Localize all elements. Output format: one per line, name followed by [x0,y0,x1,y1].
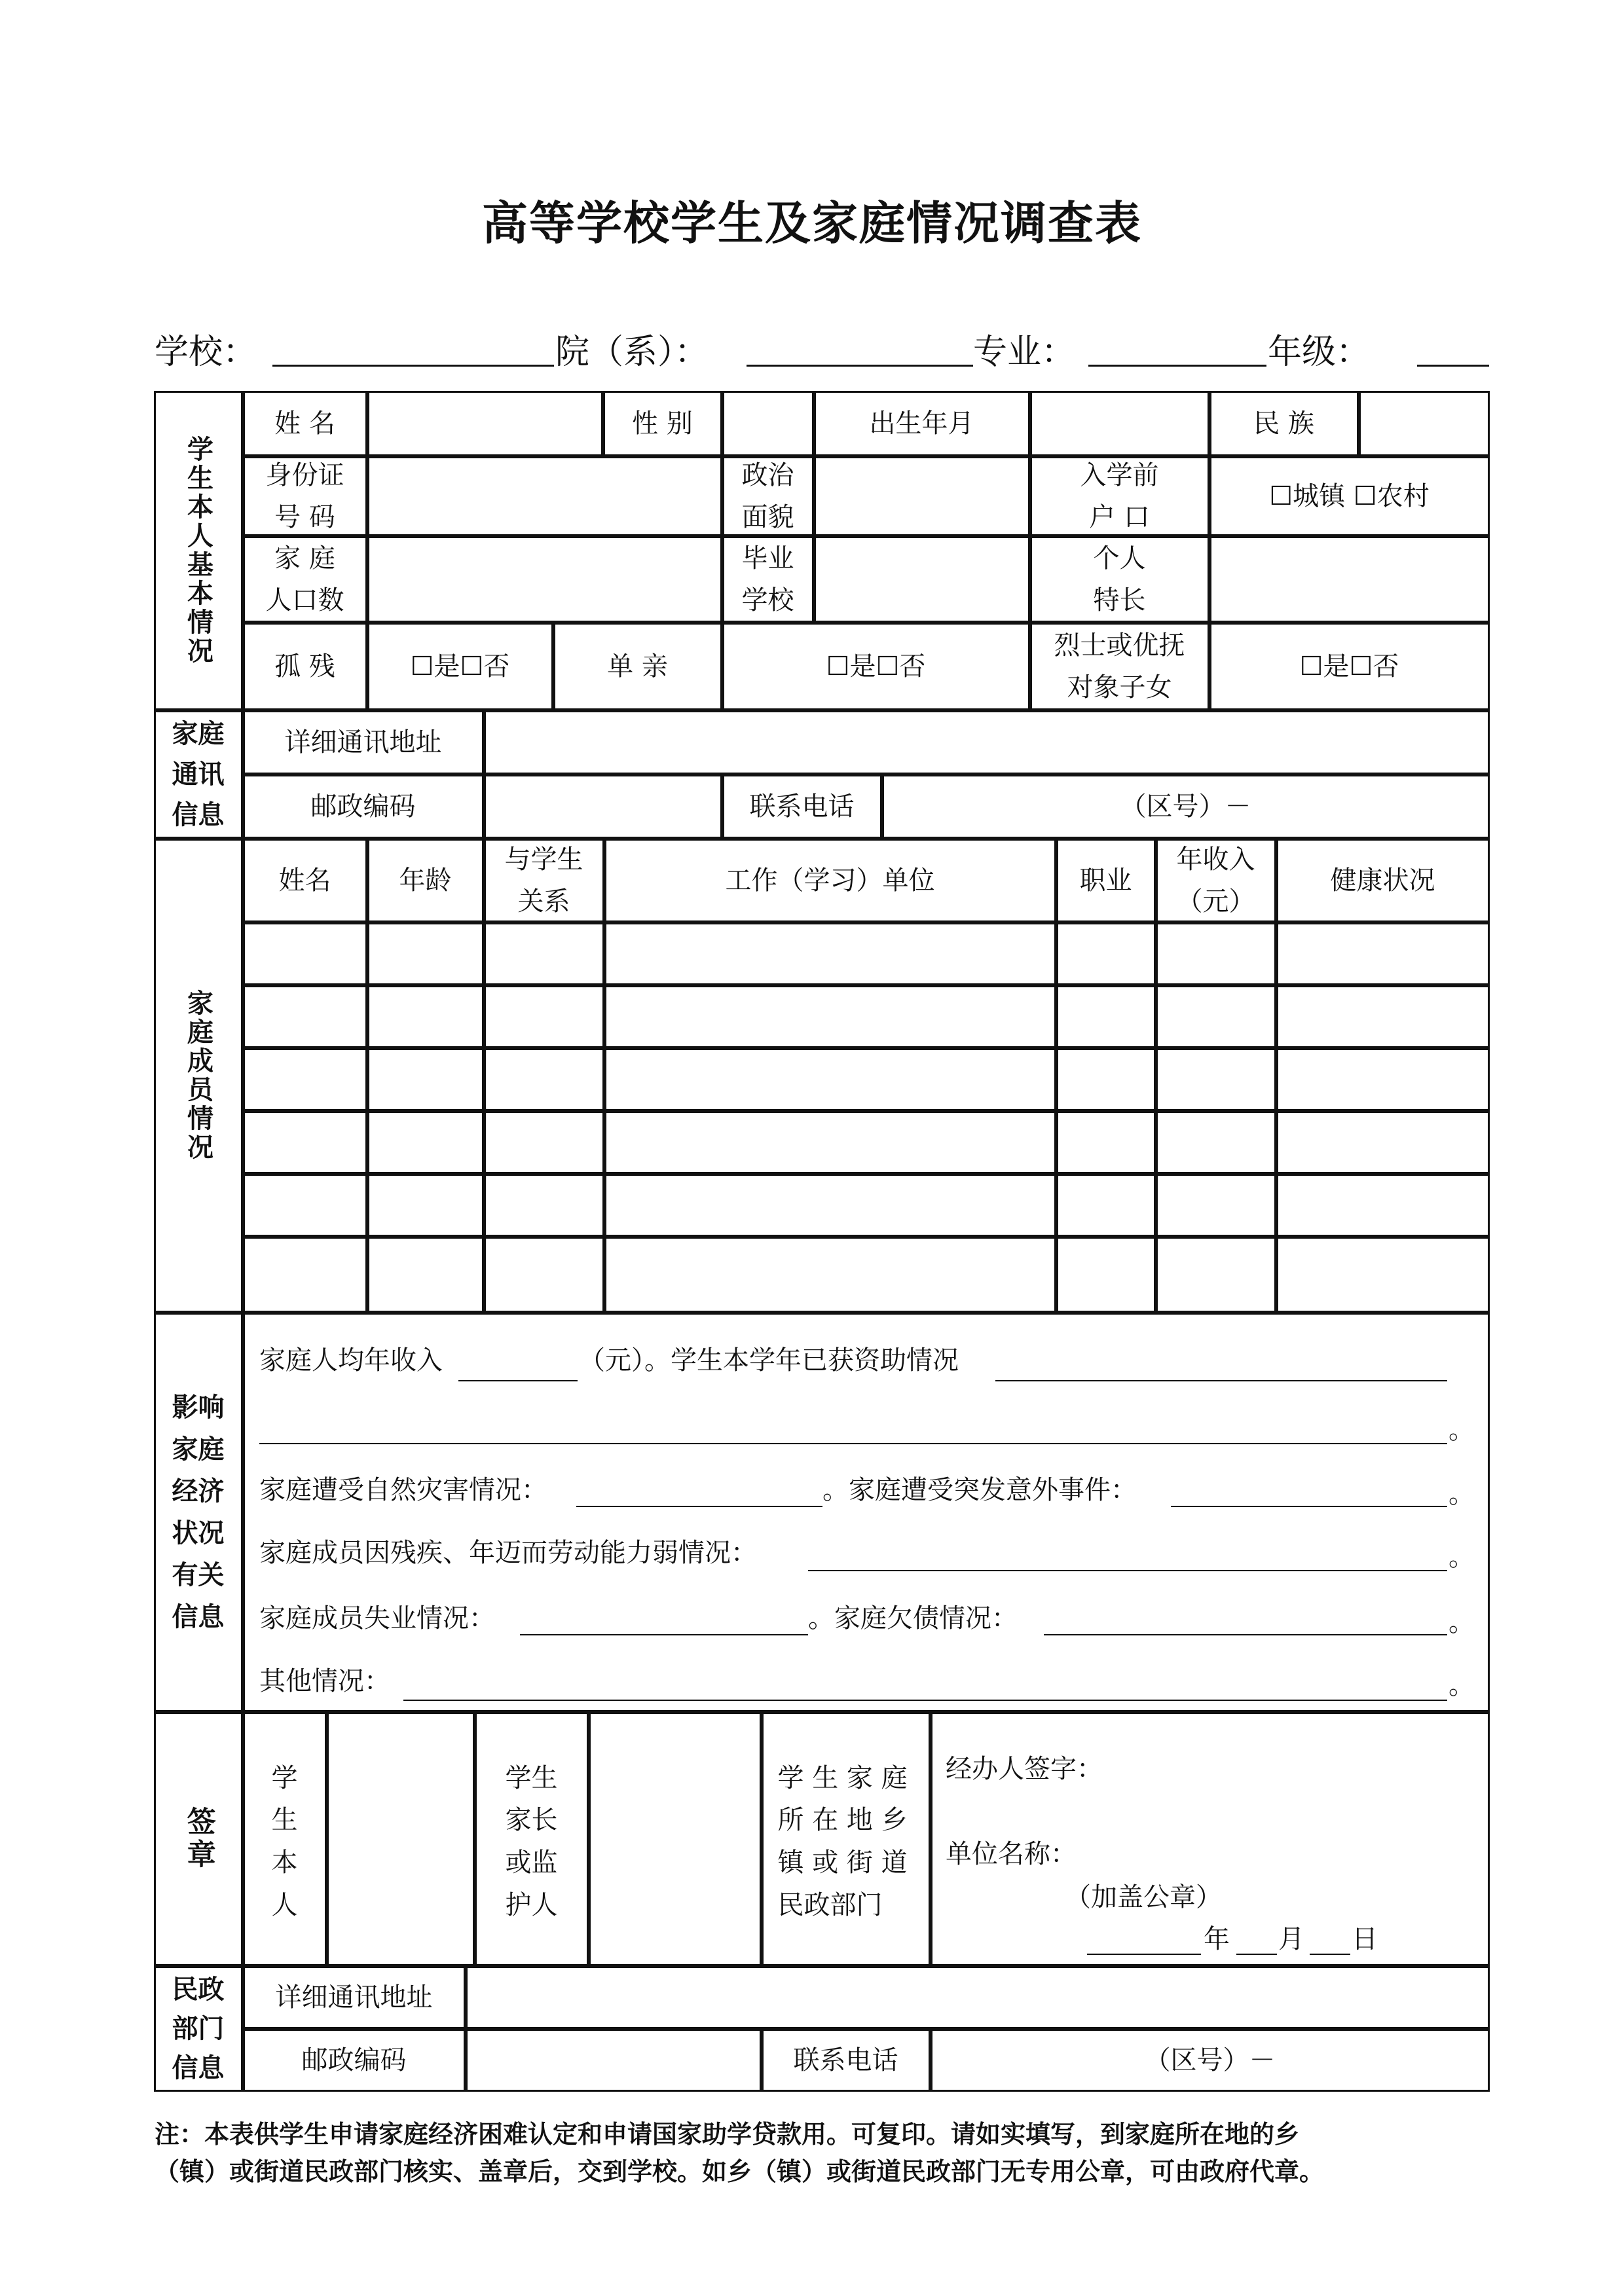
grade-label: 年级： [1268,333,1371,372]
family-col-relation-line-2: 关系 [517,886,570,917]
family-col-health [1276,839,1490,922]
economic-section-title-line-6: 信息 [172,1601,225,1632]
parent-sign-label-text [506,1757,558,1927]
family-member-cell[interactable] [243,985,367,1048]
family-section-title [154,839,243,1313]
civil-phone-label-text: 联系电话 [793,2045,898,2075]
hukou-options[interactable] [1209,456,1490,536]
parent-sign-label-line-1: 学生 [505,1762,558,1793]
single-parent-label [553,623,722,710]
contact-section-title-line-3: 信息 [172,799,225,830]
family-col-name [243,839,367,922]
gender-field[interactable] [722,391,814,456]
family-member-cell[interactable] [484,922,604,985]
name-label-text: 姓 名 [274,408,335,439]
form-title: 高等学校学生及家庭情况调查表 [482,196,1142,250]
family-member-cell[interactable] [604,1174,1056,1237]
orphan-options-text: ☐是☐否 [410,651,510,682]
family-member-cell[interactable] [604,985,1056,1048]
civil-section-title-text [172,1970,225,2088]
period-4: 。 [1449,1607,1475,1637]
family-member-cell[interactable] [367,1174,484,1237]
family-col-job-text: 职业 [1079,865,1132,896]
family-member-cell[interactable] [484,1174,604,1237]
parent-sign-label-line-4: 护人 [505,1889,558,1920]
civil-section-title [154,1966,243,2092]
family-col-work-text: 工作（学习）单位 [725,865,935,896]
family-member-cell[interactable] [1276,1237,1490,1313]
family-member-cell[interactable] [367,922,484,985]
student-section-title-text [177,435,219,666]
name-field[interactable] [367,391,603,456]
parent-sign-label-line-2: 家长 [505,1805,558,1836]
family-member-cell[interactable] [604,1237,1056,1313]
id-label-line-1: 身份证 [265,460,344,490]
contact-phone-label [722,774,882,839]
per-capita-unit: （元）。学生本学年已获资助情况 [579,1345,959,1376]
grad-school-label [722,536,814,623]
family-member-cell[interactable] [1156,1237,1276,1313]
family-member-cell[interactable] [243,1048,367,1111]
martyr-label-line-1: 烈士或优抚 [1054,630,1185,661]
martyr-label [1030,623,1209,710]
parent-sign-label-line-3: 或监 [505,1848,558,1878]
aid-status-field[interactable] [995,1380,1447,1381]
family-col-job [1056,839,1156,922]
civil-phone-field-text: （区号）－ [1144,2045,1276,2075]
economic-section-title-line-2: 家庭 [172,1434,225,1465]
hukou-label-line-2: 户 口 [1089,501,1150,532]
year-label: 年 [1204,1924,1230,1954]
family-member-cell[interactable] [1276,1174,1490,1237]
family-member-cell[interactable] [604,922,1056,985]
orphan-options[interactable] [367,623,553,710]
civil-section-title-line-1: 民政 [172,1974,225,2005]
parent-sign-label [475,1712,589,1966]
school-label: 学校： [155,333,257,372]
id-field[interactable] [367,456,722,536]
unemployment-label: 家庭成员失业情况： [259,1603,495,1633]
family-size-field[interactable] [367,536,722,623]
civil-phone-label [762,2029,931,2092]
contact-postcode-label-text: 邮政编码 [310,791,416,822]
day-label: 日 [1352,1924,1378,1954]
contact-section-title-line-2: 通讯 [172,759,225,790]
family-member-cell[interactable] [1276,1111,1490,1174]
family-member-cell[interactable] [243,1237,367,1313]
civil-address-label-text: 详细通讯地址 [275,1982,433,2013]
major-label: 专业： [973,333,1076,372]
contact-postcode-field[interactable] [484,774,722,839]
seal-label: （加盖公章） [1065,1882,1222,1912]
family-member-cell[interactable] [1156,985,1276,1048]
civil-postcode-label-text: 邮政编码 [301,2045,407,2075]
contact-phone-field-text: （区号）－ [1120,791,1251,822]
family-member-cell[interactable] [1156,1048,1276,1111]
birth-label [814,391,1030,456]
family-section-title-line-1: 家庭成员情况 [183,989,213,1162]
civil-sign-label [762,1712,931,1966]
handler-label: 经办人签字： [946,1754,1103,1784]
martyr-options[interactable] [1209,623,1490,710]
martyr-options-text: ☐是☐否 [1299,651,1399,682]
sign-section-title-text: 签章 [181,1806,215,1872]
family-col-name-text: 姓名 [278,865,331,896]
family-member-cell[interactable] [1156,1174,1276,1237]
gender-label-text: 性 别 [632,408,693,439]
economic-section-title-line-3: 经济 [172,1476,225,1506]
specialty-label [1030,536,1209,623]
family-col-income-line-2: （元） [1176,886,1255,917]
orphan-label-text: 孤 残 [274,651,335,682]
contact-section-title [154,710,243,839]
economic-section-title [154,1313,243,1712]
period-1: 。 [1449,1415,1475,1445]
grad-school-label-text [742,538,794,621]
student-sign-label [243,1712,327,1966]
family-member-cell[interactable] [367,985,484,1048]
civil-address-field[interactable] [466,1966,1490,2029]
ethnicity-label [1209,391,1359,456]
accident-field[interactable] [1171,1506,1447,1507]
disaster-label: 家庭遭受自然灾害情况： [259,1475,547,1505]
family-col-work [604,839,1056,922]
family-col-relation-line-1: 与学生 [504,844,583,875]
civil-sign-label-line-1: 学 生 家 庭 [777,1762,908,1793]
grad-school-field[interactable] [814,536,1030,623]
family-member-cell[interactable] [367,1048,484,1111]
family-member-cell[interactable] [243,922,367,985]
specialty-field[interactable] [1209,536,1490,623]
student-sign-label-line-4: 人 [271,1889,298,1920]
student-sign-field[interactable] [327,1712,475,1966]
ethnicity-field[interactable] [1359,391,1490,456]
civil-postcode-label [243,2029,466,2092]
contact-phone-field[interactable] [882,774,1490,839]
family-member-cell[interactable] [243,1111,367,1174]
name-label [243,391,367,456]
family-size-label-line-1: 家 庭 [274,543,335,574]
civil-section-title-line-2: 部门 [172,2013,225,2044]
orphan-label [243,623,367,710]
family-member-cell[interactable] [1056,985,1156,1048]
family-member-cell[interactable] [1056,922,1156,985]
disability-field[interactable] [808,1570,1447,1571]
sign-section-title [154,1712,243,1966]
family-member-cell[interactable] [484,985,604,1048]
political-label-text [742,454,794,538]
economic-section-title-line-4: 状况 [172,1518,225,1548]
family-member-cell[interactable] [484,1048,604,1111]
gender-label [603,391,722,456]
grad-school-label-line-1: 毕业 [741,543,794,574]
martyr-label-text [1054,625,1185,708]
student-sign-label-line-2: 生 [271,1805,298,1836]
family-member-cell[interactable] [1276,922,1490,985]
per-capita-label: 家庭人均年收入 [259,1345,443,1376]
family-col-age-text: 年龄 [399,865,452,896]
family-col-income-text [1177,839,1255,922]
other-label: 其他情况： [259,1666,390,1696]
footer-note [155,2116,1490,2191]
family-size-label-text [266,538,344,621]
debt-label: 。家庭欠债情况： [808,1603,1018,1633]
family-member-cell[interactable] [484,1237,604,1313]
family-section-title-text [177,989,219,1162]
family-col-income-line-1: 年收入 [1176,844,1255,875]
contact-postcode-label [243,774,484,839]
hukou-label-line-1: 入学前 [1080,460,1159,490]
accident-label: 。家庭遭受突发意外事件： [822,1475,1137,1505]
period-2: 。 [1449,1479,1475,1509]
single-parent-options-text: ☐是☐否 [826,651,926,682]
political-field[interactable] [814,456,1030,536]
ethnicity-label-text: 民 族 [1253,408,1314,439]
family-member-cell[interactable] [604,1048,1056,1111]
family-member-cell[interactable] [1156,1111,1276,1174]
contact-section-title-line-1: 家庭 [172,718,225,749]
period-3: 。 [1449,1542,1475,1572]
hukou-label-text [1080,454,1159,538]
civil-phone-field[interactable] [931,2029,1490,2092]
civil-sign-label-line-4: 民政部门 [777,1889,883,1920]
disaster-field[interactable] [576,1506,822,1507]
civil-sign-label-line-3: 镇 或 街 道 [777,1848,908,1878]
aid-status-field-2[interactable] [259,1443,1447,1444]
disability-label: 家庭成员因残疾、年迈而劳动能力弱情况： [259,1538,757,1568]
political-label [722,456,814,536]
family-size-label-line-2: 人口数 [265,585,344,615]
per-capita-field[interactable] [458,1380,578,1381]
family-col-age [367,839,484,922]
family-member-cell[interactable] [367,1237,484,1313]
civil-sign-label-line-2: 所 在 地 乡 [777,1805,908,1836]
specialty-label-line-1: 个人 [1093,543,1146,574]
family-col-relation-text [505,839,583,922]
civil-section-title-line-3: 信息 [172,2052,225,2083]
note-line-2: （镇）或街道民政部门核实、盖章后，交到学校。如乡（镇）或街道民政部门无专用公章，可由政府代章。 [155,2157,1325,2186]
single-parent-label-text: 单 亲 [607,651,668,682]
family-member-cell[interactable] [243,1174,367,1237]
birth-field[interactable] [1030,391,1209,456]
family-col-income [1156,839,1276,922]
economic-section-title-line-5: 有关 [172,1559,225,1590]
single-parent-options[interactable] [722,623,1030,710]
debt-field[interactable] [1044,1634,1447,1635]
sign-year-field[interactable] [1087,1954,1201,1955]
family-member-cell[interactable] [1056,1237,1156,1313]
hukou-options-text: ☐城镇 ☐农村 [1269,481,1430,511]
family-member-cell[interactable] [604,1111,1056,1174]
family-member-cell[interactable] [1156,922,1276,985]
family-member-cell[interactable] [1056,1048,1156,1111]
student-section-title-line-1: 学生本人基本情况 [183,435,213,666]
contact-section-title-text [172,714,225,835]
parent-sign-field[interactable] [589,1712,762,1966]
family-member-cell[interactable] [1276,985,1490,1048]
family-col-health-text: 健康状况 [1330,865,1435,896]
economic-section-title-line-1: 影响 [172,1392,225,1423]
civil-sign-label-text [778,1757,908,1927]
student-sign-label-line-3: 本 [271,1848,298,1878]
family-col-relation [484,839,604,922]
unit-name-label: 单位名称： [946,1839,1077,1869]
economic-section-title-text [172,1387,225,1638]
id-label-text [266,454,344,538]
grad-school-label-line-2: 学校 [741,585,794,615]
student-section-title [154,391,243,710]
month-label: 月 [1278,1924,1304,1954]
student-sign-label-text [272,1757,298,1927]
contact-address-label-text: 详细通讯地址 [284,727,442,757]
political-label-line-2: 面貌 [741,501,794,532]
note-line-1: 注：本表供学生申请家庭经济困难认定和申请国家助学贷款用。可复印。请如实填写，到家庭所在地的乡 [155,2120,1300,2149]
specialty-label-text [1094,538,1146,621]
hukou-label [1030,456,1209,536]
sign-month-field[interactable] [1236,1954,1277,1955]
birth-label-text: 出生年月 [869,408,974,439]
contact-address-field[interactable] [484,710,1490,774]
family-member-cell[interactable] [367,1111,484,1174]
civil-address-label [243,1966,466,2029]
family-member-cell[interactable] [1276,1048,1490,1111]
id-label-line-2: 号 码 [274,501,335,532]
other-field[interactable] [403,1700,1447,1701]
id-label [243,456,367,536]
contact-phone-label-text: 联系电话 [749,791,855,822]
unemployment-field[interactable] [520,1634,808,1635]
civil-postcode-field[interactable] [466,2029,762,2092]
family-member-cell[interactable] [484,1111,604,1174]
political-label-line-1: 政治 [741,460,794,490]
family-member-cell[interactable] [1056,1111,1156,1174]
sign-day-field[interactable] [1310,1954,1350,1955]
period-5: 。 [1449,1670,1475,1700]
contact-address-label [243,710,484,774]
family-member-cell[interactable] [1056,1174,1156,1237]
dept-label: 院（系）： [555,333,709,372]
martyr-label-line-2: 对象子女 [1067,672,1172,702]
student-sign-label-line-1: 学 [271,1762,298,1793]
specialty-label-line-2: 特长 [1093,585,1146,615]
family-size-label [243,536,367,623]
